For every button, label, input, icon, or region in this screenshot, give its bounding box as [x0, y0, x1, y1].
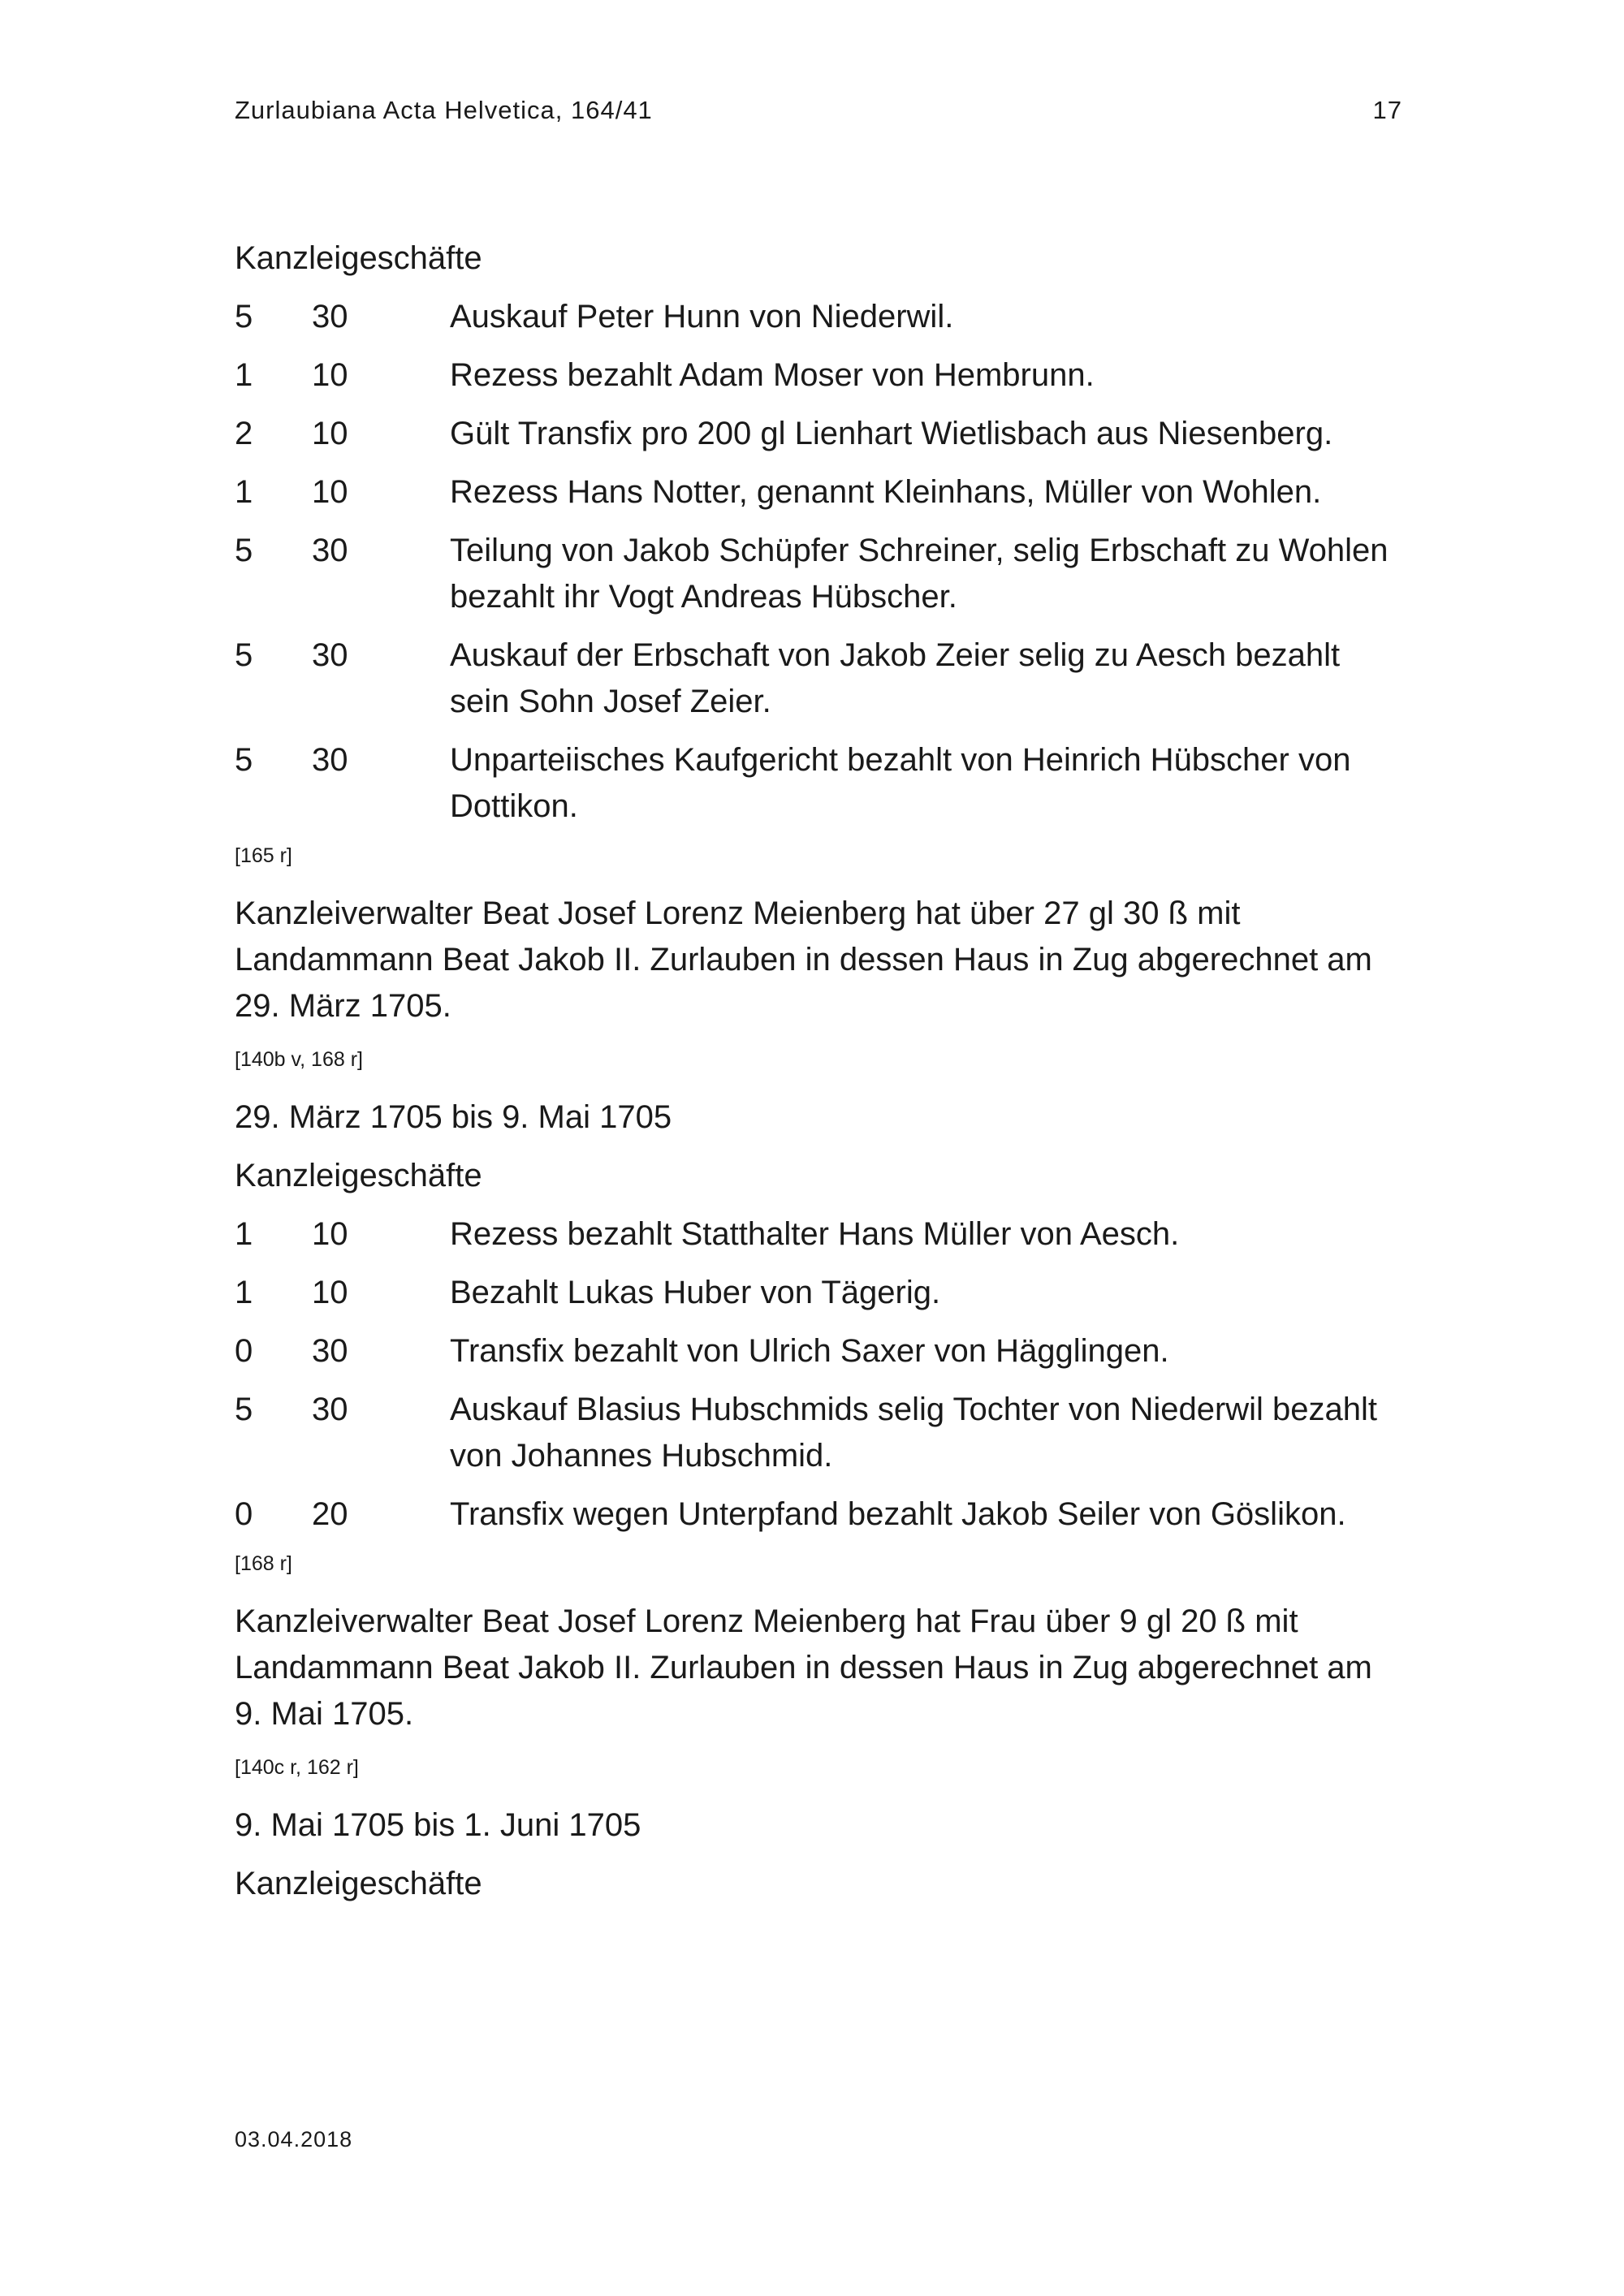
- ledger-entry: [235, 1491, 1404, 1538]
- entry-schilling: 10: [312, 1275, 348, 1310]
- entry-schilling: 10: [312, 357, 348, 393]
- entry-list: [235, 294, 1404, 830]
- entry-schilling: 10: [312, 1216, 348, 1252]
- entry-schilling: 20: [312, 1496, 348, 1532]
- folio-reference: [168 r]: [235, 1552, 292, 1575]
- entry-description: Bezahlt Lukas Huber von Tägerig.: [450, 1275, 941, 1310]
- section-heading: Kanzleigeschäfte: [235, 240, 482, 276]
- ledger-entry: [235, 1211, 1404, 1258]
- ledger-entry: [235, 469, 1404, 516]
- footer-date: 03.04.2018: [235, 2127, 353, 2151]
- entry-gulden: 1: [235, 1216, 253, 1252]
- entry-gulden: 1: [235, 357, 253, 393]
- entry-list: [235, 1211, 1404, 1538]
- ledger-entry: [235, 632, 1404, 725]
- entry-gulden: 5: [235, 1392, 253, 1427]
- entry-description: Auskauf Blasius Hubschmids selig Tochter von Niederwil bezahlt von Johannes Hubschmid.: [450, 1392, 1378, 1474]
- section-heading: Kanzleigeschäfte: [235, 1158, 482, 1193]
- entry-schilling: 30: [312, 742, 348, 778]
- settlement-paragraph: Kanzleiverwalter Beat Josef Lorenz Meienberg hat über 27 gl 30 ß mit Landammann Beat Jakob II. Zurlauben in dessen Haus in Zug abgerechnet am 29. März 1705.: [235, 896, 1372, 1024]
- document-body: [235, 235, 1404, 1919]
- entry-gulden: 0: [235, 1496, 253, 1532]
- entry-description: Auskauf Peter Hunn von Niederwil.: [450, 299, 954, 334]
- ledger-entry: [235, 411, 1404, 457]
- ledger-entry: [235, 1270, 1404, 1316]
- ledger-entry: [235, 1328, 1404, 1375]
- entry-gulden: 5: [235, 533, 253, 568]
- folio-reference: [140b v, 168 r]: [235, 1048, 363, 1071]
- settlement-paragraph: Kanzleiverwalter Beat Josef Lorenz Meienberg hat Frau über 9 gl 20 ß mit Landammann Beat Jakob II. Zurlauben in dessen Haus in Zug abgerechnet am 9. Mai 1705.: [235, 1603, 1372, 1732]
- period-heading: 29. März 1705 bis 9. Mai 1705: [235, 1099, 672, 1135]
- entry-schilling: 30: [312, 637, 348, 673]
- entry-description: Auskauf der Erbschaft von Jakob Zeier selig zu Aesch bezahlt sein Sohn Josef Zeier.: [450, 637, 1341, 719]
- ledger-entry: [235, 352, 1404, 399]
- page-number: 17: [1372, 96, 1402, 124]
- entry-schilling: 30: [312, 533, 348, 568]
- entry-gulden: 5: [235, 637, 253, 673]
- entry-schilling: 10: [312, 474, 348, 510]
- entry-description: Transfix wegen Unterpfand bezahlt Jakob Seiler von Göslikon.: [450, 1496, 1346, 1532]
- ledger-entry: [235, 1387, 1404, 1479]
- document-title: Zurlaubiana Acta Helvetica, 164/41: [235, 96, 653, 124]
- ledger-entry: [235, 737, 1404, 830]
- entry-schilling: 30: [312, 1392, 348, 1427]
- entry-description: Transfix bezahlt von Ulrich Saxer von Hägglingen.: [450, 1333, 1169, 1369]
- period-heading: 9. Mai 1705 bis 1. Juni 1705: [235, 1807, 641, 1843]
- entry-description: Gült Transfix pro 200 gl Lienhart Wietlisbach aus Niesenberg.: [450, 416, 1333, 451]
- entry-schilling: 10: [312, 416, 348, 451]
- entry-description: Rezess Hans Notter, genannt Kleinhans, Müller von Wohlen.: [450, 474, 1322, 510]
- entry-description: Rezess bezahlt Statthalter Hans Müller von Aesch.: [450, 1216, 1180, 1252]
- entry-gulden: 1: [235, 474, 253, 510]
- folio-reference: [165 r]: [235, 844, 292, 867]
- section-heading: Kanzleigeschäfte: [235, 1866, 482, 1901]
- ledger-entry: [235, 294, 1404, 340]
- entry-description: Unparteiisches Kaufgericht bezahlt von Heinrich Hübscher von Dottikon.: [450, 742, 1351, 824]
- entry-gulden: 0: [235, 1333, 253, 1369]
- entry-schilling: 30: [312, 1333, 348, 1369]
- entry-description: Teilung von Jakob Schüpfer Schreiner, selig Erbschaft zu Wohlen bezahlt ihr Vogt Andreas Hübscher.: [450, 533, 1389, 615]
- entry-schilling: 30: [312, 299, 348, 334]
- entry-gulden: 1: [235, 1275, 253, 1310]
- folio-reference: [140c r, 162 r]: [235, 1756, 359, 1779]
- ledger-entry: [235, 528, 1404, 620]
- entry-gulden: 5: [235, 742, 253, 778]
- entry-description: Rezess bezahlt Adam Moser von Hembrunn.: [450, 357, 1095, 393]
- entry-gulden: 5: [235, 299, 253, 334]
- entry-gulden: 2: [235, 416, 253, 451]
- page-header: [235, 96, 1402, 128]
